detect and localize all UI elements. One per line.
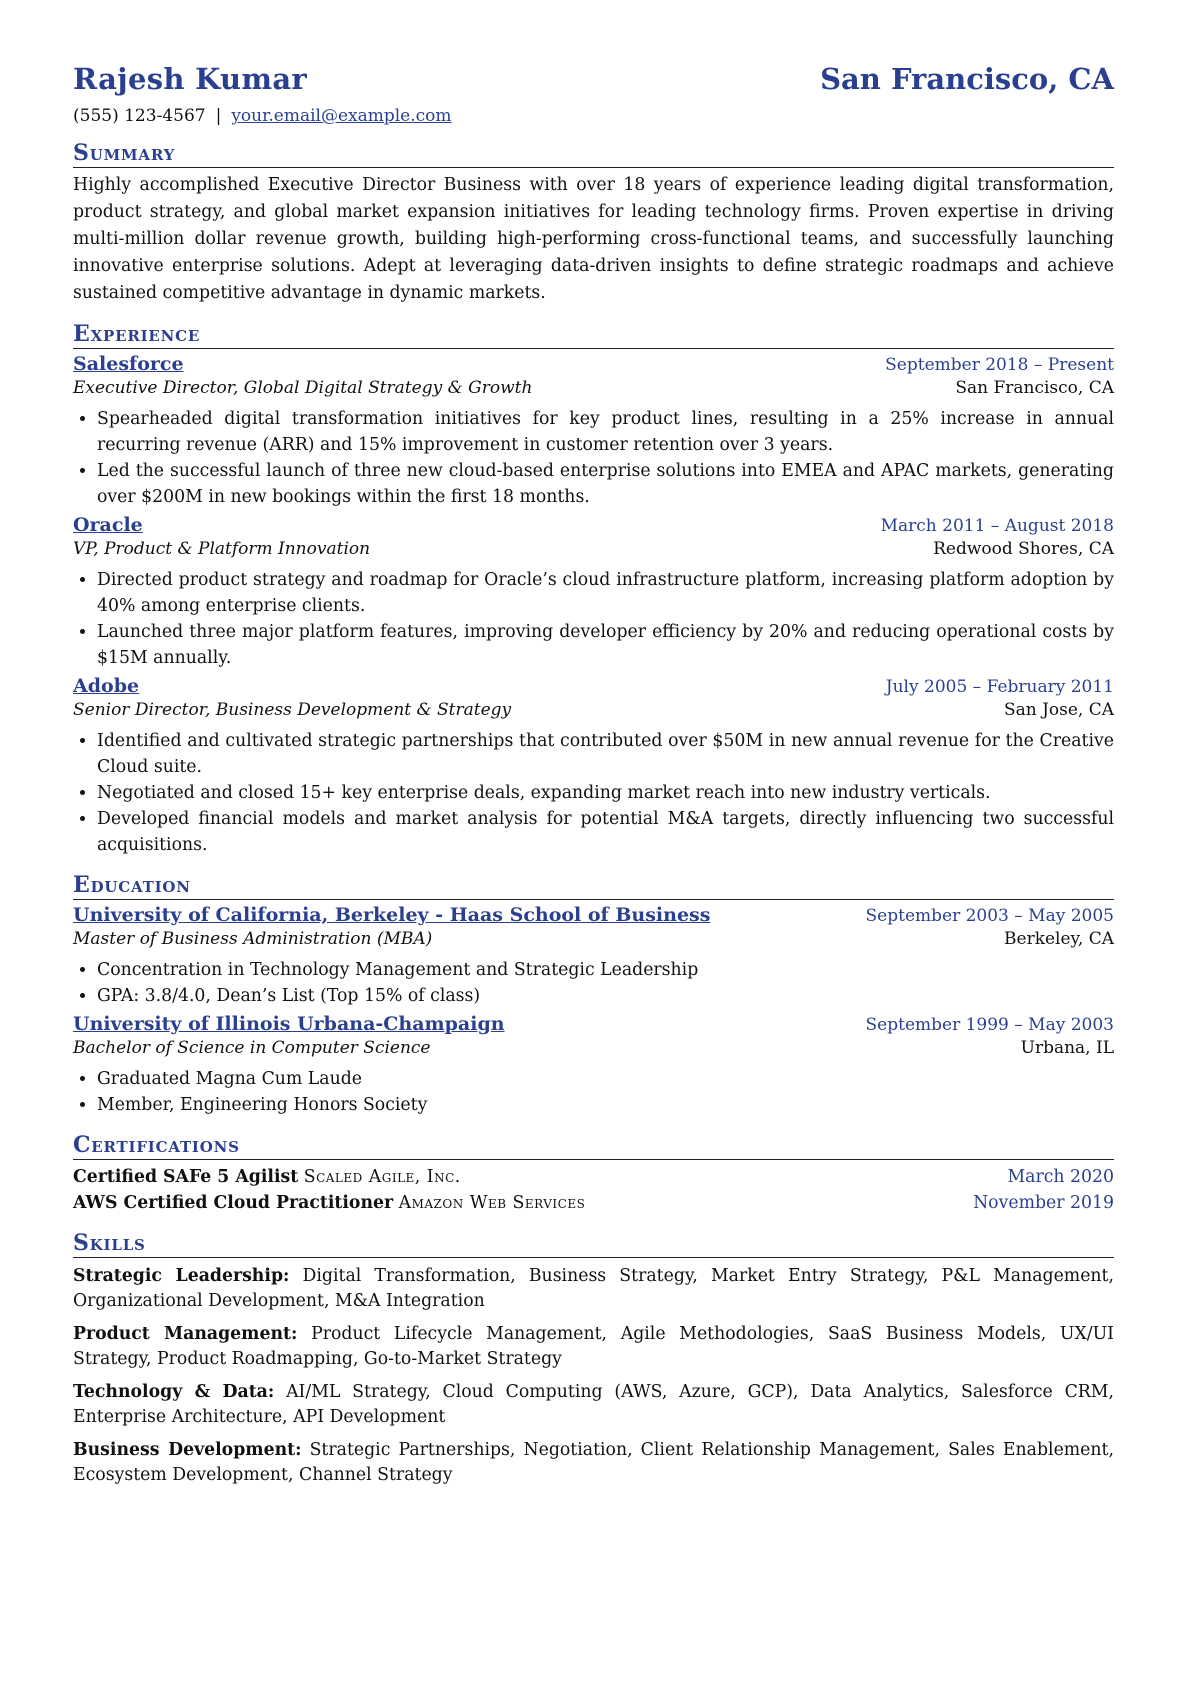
bullet-item: • Developed financial models and market analysis for potential M&A targets, directly influencing two successful acquisitions. [97, 806, 1114, 858]
section-title-education: Education [73, 872, 1114, 900]
certification-name: Certified SAFe 5 Agilist [73, 1167, 299, 1187]
job-title: Senior Director, Business Development & Strategy [73, 700, 512, 720]
skill-label: Product Management: [73, 1324, 298, 1344]
resume-header [73, 62, 1114, 96]
job-location: San Jose, CA [1003, 700, 1114, 720]
certifications-list [73, 1164, 1114, 1216]
section-title-summary: Summary [73, 140, 1114, 168]
bullet-item: • Concentration in Technology Management and Strategic Leadership [97, 957, 1114, 983]
candidate-location: San Francisco, CA [820, 62, 1114, 96]
experience-entry [73, 514, 1114, 671]
skill-text: Strategic Partnerships, Negotiation, Client Relationship Management, Sales Enablement, Ecosystem Development, Channel Strategy [73, 1440, 1114, 1485]
email-link[interactable]: your.email@example.com [231, 106, 452, 126]
phone-number: (555) 123-4567 [73, 106, 206, 126]
certification-item [73, 1190, 1114, 1216]
experience-entry [73, 353, 1114, 510]
bullet-item: • Graduated Magna Cum Laude [97, 1066, 1114, 1092]
certification-issuer: Scaled Agile, Inc. [303, 1167, 461, 1187]
bullet-item: • Launched three major platform features, improving developer efficiency by 20% and reducing operational costs by $15M annually. [97, 619, 1114, 671]
bullet-item: • Identified and cultivated strategic partnerships that contributed over $50M in new annual revenue for the Creative Cloud suite. [97, 728, 1114, 780]
job-dates: July 2005 – February 2011 [885, 677, 1114, 697]
job-title: VP, Product & Platform Innovation [73, 539, 371, 559]
certification-date: November 2019 [973, 1193, 1114, 1213]
skill-group [73, 1438, 1114, 1488]
company-link[interactable]: Adobe [73, 675, 140, 697]
bullet-item: • Led the successful launch of three new cloud-based enterprise solutions into EMEA and APAC markets, generating over $200M in new bookings within the first 18 months. [97, 458, 1114, 510]
candidate-name: Rajesh Kumar [73, 62, 308, 96]
certification-name: AWS Certified Cloud Practitioner [73, 1193, 394, 1213]
job-bullets [73, 728, 1114, 858]
job-bullets [73, 406, 1114, 510]
summary-text: Highly accomplished Executive Director Business with over 18 years of experience leading digital transformation, product strategy, and global market expansion initiatives for leading technology firms. Proven expertise in driving multi-million dollar revenue growth, building high-performing cross-functional teams, and successfully launching innovative enterprise solutions. Adept at leveraging data-driven insights to define strategic roadmaps and achieve sustained competitive advantage in dynamic markets. [73, 175, 1114, 303]
degree-title: Bachelor of Science in Computer Science [73, 1038, 431, 1058]
education-dates: September 1999 – May 2003 [865, 1015, 1114, 1035]
contact-line [73, 106, 1114, 126]
certification-date: March 2020 [1007, 1167, 1114, 1187]
skill-group [73, 1322, 1114, 1372]
skill-text: Digital Transformation, Business Strategy, Market Entry Strategy, P&L Management, Organizational Development, M&A Integration [73, 1266, 1114, 1311]
education-entry [73, 1013, 1114, 1118]
job-bullets [73, 567, 1114, 671]
bullet-item: • Directed product strategy and roadmap for Oracle’s cloud infrastructure platform, increasing platform adoption by 40% among enterprise clients. [97, 567, 1114, 619]
job-dates: September 2018 – Present [885, 355, 1114, 375]
experience-entry [73, 675, 1114, 858]
skills-list [73, 1264, 1114, 1488]
skill-group [73, 1380, 1114, 1430]
company-link[interactable]: Oracle [73, 514, 143, 536]
bullet-item: • Spearheaded digital transformation initiatives for key product lines, resulting in a 25% increase in annual recurring revenue (ARR) and 15% improvement in customer retention over 3 years. [97, 406, 1114, 458]
certification-item [73, 1164, 1114, 1190]
skill-label: Business Development: [73, 1440, 302, 1460]
school-location: Urbana, IL [1020, 1038, 1114, 1058]
school-link[interactable]: University of California, Berkeley - Haas School of Business [73, 904, 711, 926]
section-title-experience: Experience [73, 321, 1114, 349]
education-bullets [73, 1066, 1114, 1118]
bullet-item: • GPA: 3.8/4.0, Dean’s List (Top 15% of class) [97, 983, 1114, 1009]
bullet-item: • Member, Engineering Honors Society [97, 1092, 1114, 1118]
skill-label: Strategic Leadership: [73, 1266, 290, 1286]
section-title-certifications: Certifications [73, 1132, 1114, 1160]
bullet-item: • Negotiated and closed 15+ key enterprise deals, expanding market reach into new industry verticals. [97, 780, 1114, 806]
skill-group [73, 1264, 1114, 1314]
job-dates: March 2011 – August 2018 [880, 516, 1114, 536]
job-location: San Francisco, CA [955, 378, 1114, 398]
skill-text: Product Lifecycle Management, Agile Methodologies, SaaS Business Models, UX/UI Strategy, Product Roadmapping, Go-to-Market Strategy [73, 1324, 1115, 1369]
education-dates: September 2003 – May 2005 [865, 906, 1114, 926]
company-link[interactable]: Salesforce [73, 353, 184, 375]
school-link[interactable]: University of Illinois Urbana-Champaign [73, 1013, 505, 1035]
contact-separator: | [215, 106, 222, 126]
certification-issuer: Amazon Web Services [398, 1193, 586, 1213]
school-location: Berkeley, CA [1004, 929, 1114, 949]
job-location: Redwood Shores, CA [933, 539, 1114, 559]
education-bullets [73, 957, 1114, 1009]
job-title: Executive Director, Global Digital Strategy & Growth [73, 378, 533, 398]
skill-label: Technology & Data: [73, 1382, 275, 1402]
section-title-skills: Skills [73, 1230, 1114, 1258]
degree-title: Master of Business Administration (MBA) [73, 929, 433, 949]
skill-text: AI/ML Strategy, Cloud Computing (AWS, Azure, GCP), Data Analytics, Salesforce CRM, Enterprise Architecture, API Development [73, 1382, 1114, 1427]
education-entry [73, 904, 1114, 1009]
